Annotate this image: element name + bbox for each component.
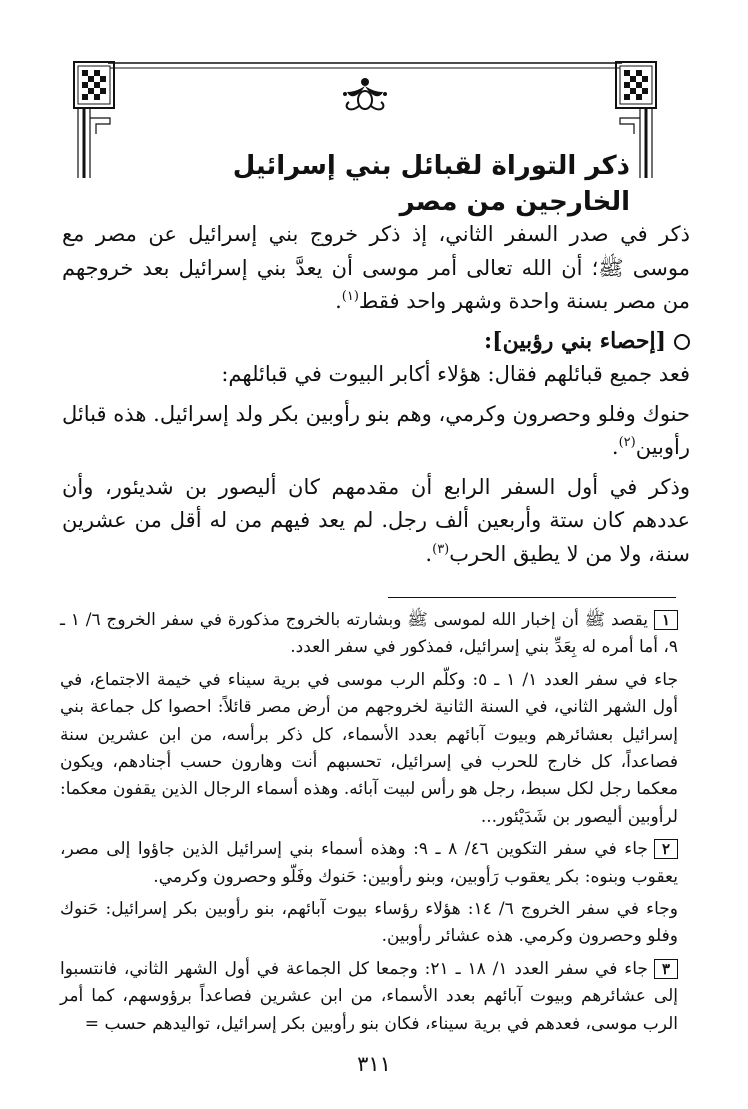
page-number: ٣١١ [357,1052,391,1076]
floral-ornament-icon [343,78,387,109]
chapter-title: ذكر التوراة لقبائل بني إسرائيل الخارجين من مصر [232,151,630,217]
section-heading: [إحصاء بني رؤبين]: [62,325,690,359]
paragraph-4: وذكر في أول السفر الرابع أن مقدمهم كان أليصور بن شديئور، وأن عددهم كان ستة وأربعين ألف رجل. لم يعد فيهم من له أقل من عشرين سنة، ولا من لا يطيق الحرب$^{(٣)}$. [62,474,690,566]
footnote-number-1: ١ [654,610,678,630]
footnote-1: ١يقصد ﷺ أن إخبار الله لموسى ﷺ وبشارته بالخروج مذكورة في سفر الخروج ٦/ ١ ـ ٩، أما أمره له بِعَدِّ بني إسرائيل، فمذكور في سفر العدد. [60,610,678,658]
footnote-number-2: ٢ [654,839,678,859]
paragraph-1: ذكر في صدر السفر الثاني، إذ ذكر خروج بني إسرائيل عن مصر مع موسى ﷺ؛ أن الله تعالى أمر موسى أن يعدَّ بني إسرائيل بعد خروجهم من مصر بسنة واحدة وشهر واحد فقط$^{(١)}$. [62,222,690,313]
paragraph-2: فعد جميع قبائلهم فقال: هؤلاء أكابر البيوت في قبائلهم: [221,362,690,386]
main-text [62,218,690,571]
footnote-ref-2[interactable]: (٢) [618,435,636,450]
footnote-3: ٣جاء في سفر العدد ١/ ١٨ ـ ٢١: وجمعا كل الجماعة في أول الشهر الثاني، فانتسبوا إلى عشائرهم وبيوت آبائهم بعدد الأسماء، من ابن عشرين فصاعداً برؤوسهم، كما أمر الرب موسى، فعدهم في برية سيناء، فكان بنو رأوبين بكر إسرائيل، تواليدهم حسب = [60,958,678,1034]
footnote-2: ٢جاء في سفر التكوين ٤٦/ ٨ ـ ٩: وهذه أسماء بني إسرائيل الذين جاؤوا إلى مصر، يعقوب وبنوه: بكر يعقوب رَأوبين، وبنو رأوبين: حَنوك وفَلّو وحصرون وكرمي. [60,839,678,887]
paragraph-3: حنوك وفلو وحصرون وكرمي، وهم بنو رأوبين بكر ولد إسرائيل. هذه قبائل رأوبين$^{(٢)}$. [62,401,690,459]
circle-bullet-icon [674,334,690,350]
footnote-ref-1[interactable]: (١) [341,289,359,304]
footnote-2-continued: وجاء في سفر الخروج ٦/ ١٤: هؤلاء رؤساء بيوت آبائهم، بنو رأوبين بكر إسرائيل: حَنوك وفلو وحصرون وكرمي. هذه عشائر رأوبين. [60,899,679,947]
footnote-1-continued: جاء في سفر العدد ١/ ١ ـ ٥: وكلّم الرب موسى في برية سيناء في خيمة الاجتماع، في أول الشهر الثاني، في السنة الثانية لخروجهم من أرض مصر قائلاً: احصوا كل جماعة بني إسرائيل بعشائرهم وبيوت آبائهم بعدد الأسماء، كل ذكر برأسه، من ابن عشرين سنة فصاعداً، كل خارج للحرب في إسرائيل، تحسبهم أنت وهارون حسب أجنادهم، ويكون معكما رجل لكل سبط، رجل هو رأس لبيت آبائه. وهذه أسماء الرجال الذين يقفون معكما: لرأوبين أليصور بن شَدَيْئور... [60,669,678,827]
footnote-number-3: ٣ [654,959,678,979]
footnote-ref-3[interactable]: (٣) [432,541,450,557]
footnotes-section [60,607,678,1038]
footnote-divider [388,597,676,598]
